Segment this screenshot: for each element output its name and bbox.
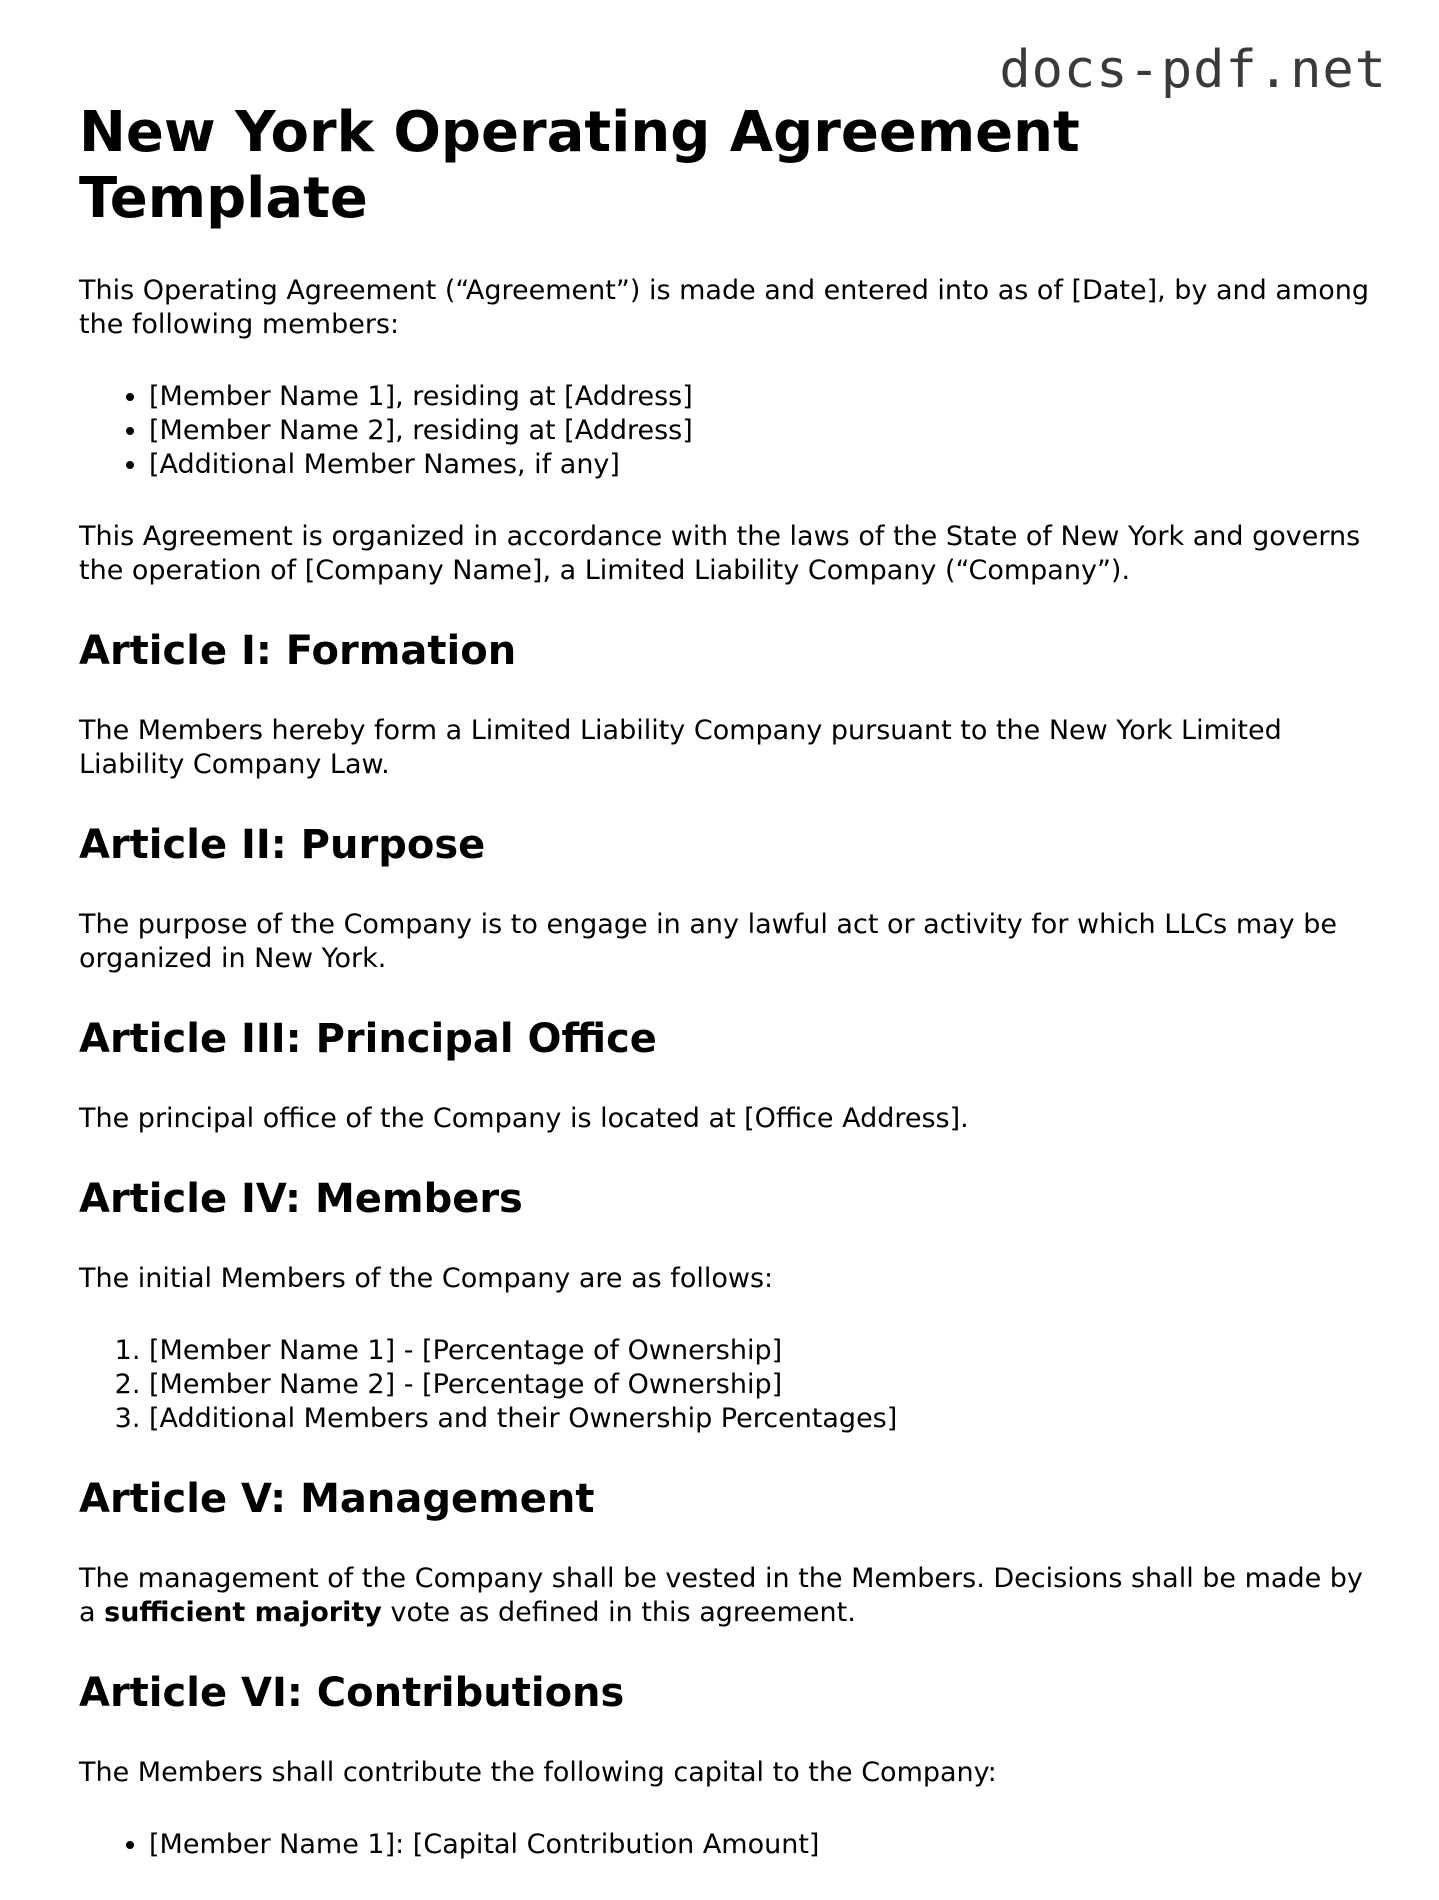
- contributions-bullet-list: [79, 1828, 1379, 1862]
- list-item: 2. [Member Name 2] - [Percentage of Ownership]: [149, 1368, 1379, 1402]
- article-members-heading: Article IV: Members: [79, 1176, 523, 1222]
- management-text-bold: sufficient majority: [104, 1597, 382, 1628]
- article-office-text: The principal office of the Company is located at [Office Address].: [79, 1103, 969, 1134]
- watermark: docs-pdf.net: [999, 40, 1387, 100]
- document-page: [79, 100, 1379, 1900]
- list-item: 3. [Additional Members and their Ownership Percentages]: [149, 1402, 1379, 1436]
- document-title: New York Operating Agreement Template: [79, 100, 1080, 231]
- list-item: • [Additional Member Names, if any]: [149, 448, 1379, 482]
- article-formation-heading: Article I: Formation: [79, 628, 517, 674]
- members-bullet-list: [79, 380, 1379, 482]
- members-numbered-list: [79, 1334, 1379, 1436]
- list-item: • [Member Name 1]: [Capital Contribution Amount]: [149, 1828, 1379, 1862]
- article-purpose-heading: Article II: Purpose: [79, 822, 486, 868]
- article-management-heading: Article V: Management: [79, 1476, 595, 1522]
- list-item: • [Member Name 1], residing at [Address]: [149, 380, 1379, 414]
- intro-paragraph: This Operating Agreement (“Agreement”) is made and entered into as of [Date], by and among the following members:: [79, 275, 1369, 340]
- article-contributions-heading: Article VI: Contributions: [79, 1670, 625, 1716]
- governing-paragraph: This Agreement is organized in accordance with the laws of the State of New York and governs the operation of [Company Name], a Limited Liability Company (“Company”).: [79, 521, 1361, 586]
- list-item: 1. [Member Name 1] - [Percentage of Ownership]: [149, 1334, 1379, 1368]
- article-office-heading: Article III: Principal Office: [79, 1016, 657, 1062]
- article-contributions-text: The Members shall contribute the following capital to the Company:: [79, 1757, 997, 1788]
- article-purpose-text: The purpose of the Company is to engage in any lawful act or activity for which LLCs may be organized in New York.: [79, 909, 1337, 974]
- article-members-text: The initial Members of the Company are as follows:: [79, 1263, 774, 1294]
- list-item: • [Member Name 2], residing at [Address]: [149, 414, 1379, 448]
- article-management-text: [79, 1562, 1379, 1630]
- management-text-end: vote as defined in this agreement.: [381, 1597, 856, 1628]
- management-text-start: The management of the Company shall be vested in the Members. Decisions shall be made by a: [79, 1563, 1363, 1628]
- article-formation-text: The Members hereby form a Limited Liability Company pursuant to the New York Limited Liability Company Law.: [79, 715, 1282, 780]
